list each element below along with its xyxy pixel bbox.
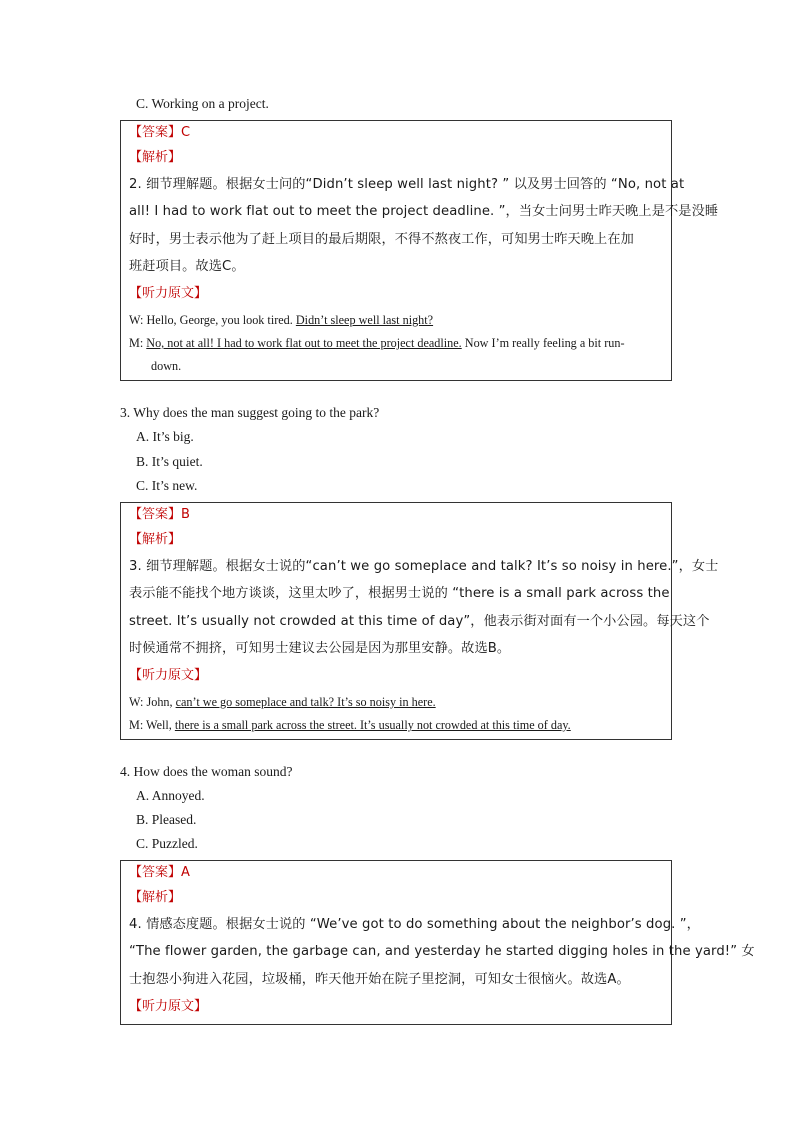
answer-label: 【答案】: [129, 125, 182, 140]
script-man-line: [129, 335, 625, 351]
underlined-key-sentence: there is a small park across the street. It’s usually not crowded at this time of day.: [174, 718, 571, 732]
answer-box-q4: [120, 860, 755, 1025]
analysis-line-3: 士抱怨小狗进入花园，垃圾桶，昨天他开始在院子里挖洞，可知女士很恼火。故选A。: [129, 972, 630, 987]
analysis-line-4: 时候通常不拥挤，可知男士建议去公园是因为那里安静。故选B。: [129, 641, 511, 656]
q3-option-b: B. It’s quiet.: [136, 454, 203, 469]
analysis-line-2: all! I had to work flat out to meet the project deadline. ”，当女士问男士昨天晚上是不是没睡: [129, 204, 719, 219]
script-man-line: [129, 717, 571, 733]
script-man-line-cont: down.: [151, 359, 182, 373]
speaker-text-rest: Now I’m really feeling a bit run-: [461, 336, 625, 350]
analysis-line-1: 4. 情感态度题。根据女士说的 “We’ve got to do something about the neighbor’s dog. ”，: [129, 917, 700, 932]
answer-value: C: [181, 125, 191, 140]
answer-row: [129, 123, 190, 142]
analysis-line-3: street. It’s usually not crowded at this time of day”，他表示街对面有一个小公园。每天这个: [129, 614, 710, 629]
analysis-label: 【解析】: [129, 890, 182, 905]
answer-value: A: [181, 865, 190, 880]
speaker-text: M:: [129, 336, 147, 350]
underlined-key-sentence: No, not at all! I had to work flat out to meet the project deadline.: [146, 336, 462, 350]
q4-option-b: B. Pleased.: [136, 812, 197, 827]
script-woman-line: [129, 694, 436, 710]
analysis-line-1: 3. 细节理解题。根据女士说的“can’t we go someplace and talk? It’s so noisy in here.”，女士: [129, 559, 719, 574]
speaker-text: M: Well,: [129, 718, 175, 732]
analysis-label: 【解析】: [129, 532, 182, 547]
analysis-line-2: “The flower garden, the garbage can, and yesterday he started digging holes in the yard!” 女: [129, 944, 755, 959]
answer-value: B: [181, 507, 190, 522]
analysis-line-3: 好时，男士表示他为了赶上项目的最后期限，不得不熬夜工作，可知男士昨天晚上在加: [129, 232, 634, 247]
underlined-key-sentence: Didn’t sleep well last night?: [295, 313, 434, 327]
speaker-text: W: Hello, George, you look tired.: [129, 313, 296, 327]
answer-row: [129, 863, 190, 882]
q3-option-a: A. It’s big.: [136, 429, 194, 444]
analysis-line-4: 班赶项目。故选C。: [129, 259, 245, 274]
analysis-label: 【解析】: [129, 150, 182, 165]
q1-option-c: C. Working on a project.: [136, 96, 269, 111]
q4-option-c: C. Puzzled.: [136, 836, 198, 851]
script-label: 【听力原文】: [129, 668, 208, 683]
q4-option-a: A. Annoyed.: [136, 788, 205, 803]
script-label: 【听力原文】: [129, 286, 208, 301]
q3-question: 3. Why does the man suggest going to the park?: [120, 405, 380, 420]
speaker-text: W: John,: [129, 695, 176, 709]
q3-option-c: C. It’s new.: [136, 478, 198, 493]
answer-box-q2: [120, 120, 719, 381]
analysis-line-1: 2. 细节理解题。根据女士问的“Didn’t sleep well last night? ” 以及男士回答的 “No, not at: [129, 177, 685, 192]
answer-box-q3: [120, 502, 719, 740]
answer-label: 【答案】: [129, 865, 182, 880]
script-label: 【听力原文】: [129, 999, 208, 1014]
answer-label: 【答案】: [129, 507, 182, 522]
underlined-key-sentence: can’t we go someplace and talk? It’s so noisy in here.: [175, 695, 436, 709]
script-woman-line: [129, 312, 433, 328]
q4-question: 4. How does the woman sound?: [120, 764, 293, 779]
answer-row: [129, 505, 190, 524]
analysis-line-2: 表示能不能找个地方谈谈，这里太吵了，根据男士说的 “there is a small park across the: [129, 586, 670, 601]
